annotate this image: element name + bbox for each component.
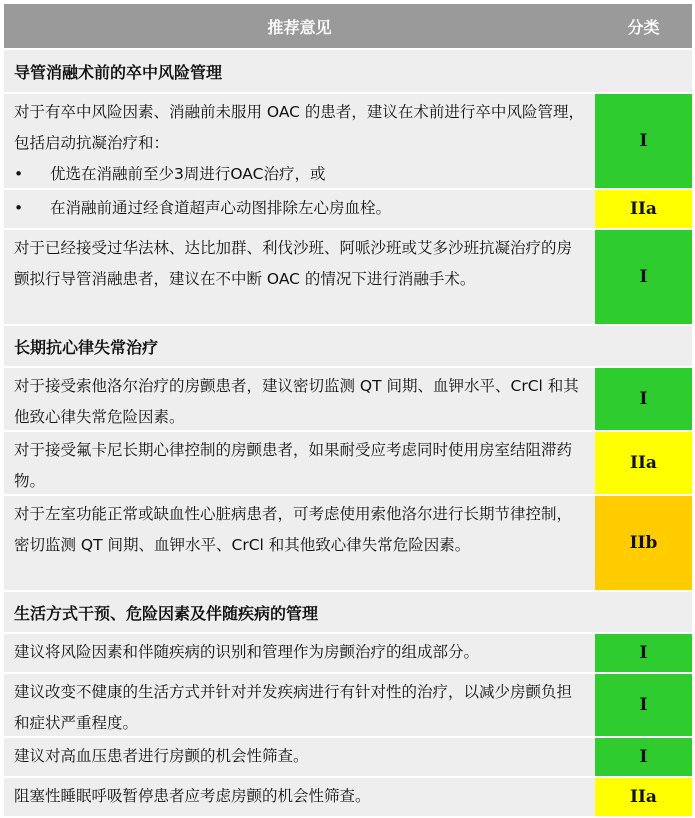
recommendation-text: 对于左室功能正常或缺血性心脏病患者，可考虑使用索他洛尔进行长期节律控制，密切监测 QT 间期、血钾水平、CrCl 和其他致心律失常危险因素。 [14,505,573,554]
header-recommendation: 推荐意见 [267,17,332,37]
recommendation-text: 对于有卒中风险因素、消融前未服用 OAC 的患者，建议在术前进行卒中风险管理，包括启动抗凝治疗和： [14,103,584,152]
class-badge: I [595,674,692,736]
recommendation-text: 阻塞性睡眠呼吸暂停患者应考虑房颤的机会性筛查。 [14,787,371,805]
bullet-text: 在消融前通过经食道超声心动图排除左心房血栓。 [50,199,392,217]
class-badge: I [595,230,692,324]
class-badge: I [595,634,692,672]
class-badge: IIa [595,432,692,494]
table-row [4,778,692,818]
recommendation-text: 建议对高血压患者进行房颤的机会性筛查。 [14,747,309,765]
table-row [4,674,692,738]
recommendation-table [4,4,692,818]
bullet-text: 优选在消融前至少3周进行OAC治疗，或 [50,165,326,183]
section-title: 导管消融术前的卒中风险管理 [4,50,692,94]
table-row [4,230,692,326]
section-title: 长期抗心律失常治疗 [4,326,692,368]
bullet-icon: • [14,199,24,217]
class-badge: I [595,738,692,776]
recommendation-text: 对于接受索他洛尔治疗的房颤患者，建议密切监测 QT 间期、血钾水平、CrCl 和其他致心律失常危险因素。 [14,377,579,426]
recommendation-text: 对于接受氟卡尼长期心律控制的房颤患者，如果耐受应考虑同时使用房室结阻滞药物。 [14,441,573,490]
table-row [4,634,692,674]
table-row [4,94,692,190]
class-badge: I [595,94,692,188]
class-badge: IIb [595,496,692,590]
class-badge: I [595,368,692,430]
section-title: 生活方式干预、危险因素及伴随疾病的管理 [4,592,692,634]
table-row [4,496,692,592]
recommendation-text: 建议将风险因素和伴随疾病的识别和管理作为房颤治疗的组成部分。 [14,643,480,661]
recommendation-text: 对于已经接受过华法林、达比加群、利伐沙班、阿哌沙班或艾多沙班抗凝治疗的房颤拟行导管消融患者，建议在不中断 OAC 的情况下进行消融手术。 [14,239,573,288]
table-row [4,738,692,778]
class-badge: IIa [595,190,692,228]
table-row [4,368,692,432]
table-row [4,432,692,496]
bullet-icon: • [14,165,24,183]
class-badge: IIa [595,778,692,816]
recommendation-text: 建议改变不健康的生活方式并针对并发疾病进行有针对性的治疗，以减少房颤负担和症状严重程度。 [14,683,573,732]
table-header [4,4,692,50]
table-row [4,190,692,230]
header-class: 分类 [627,17,660,37]
